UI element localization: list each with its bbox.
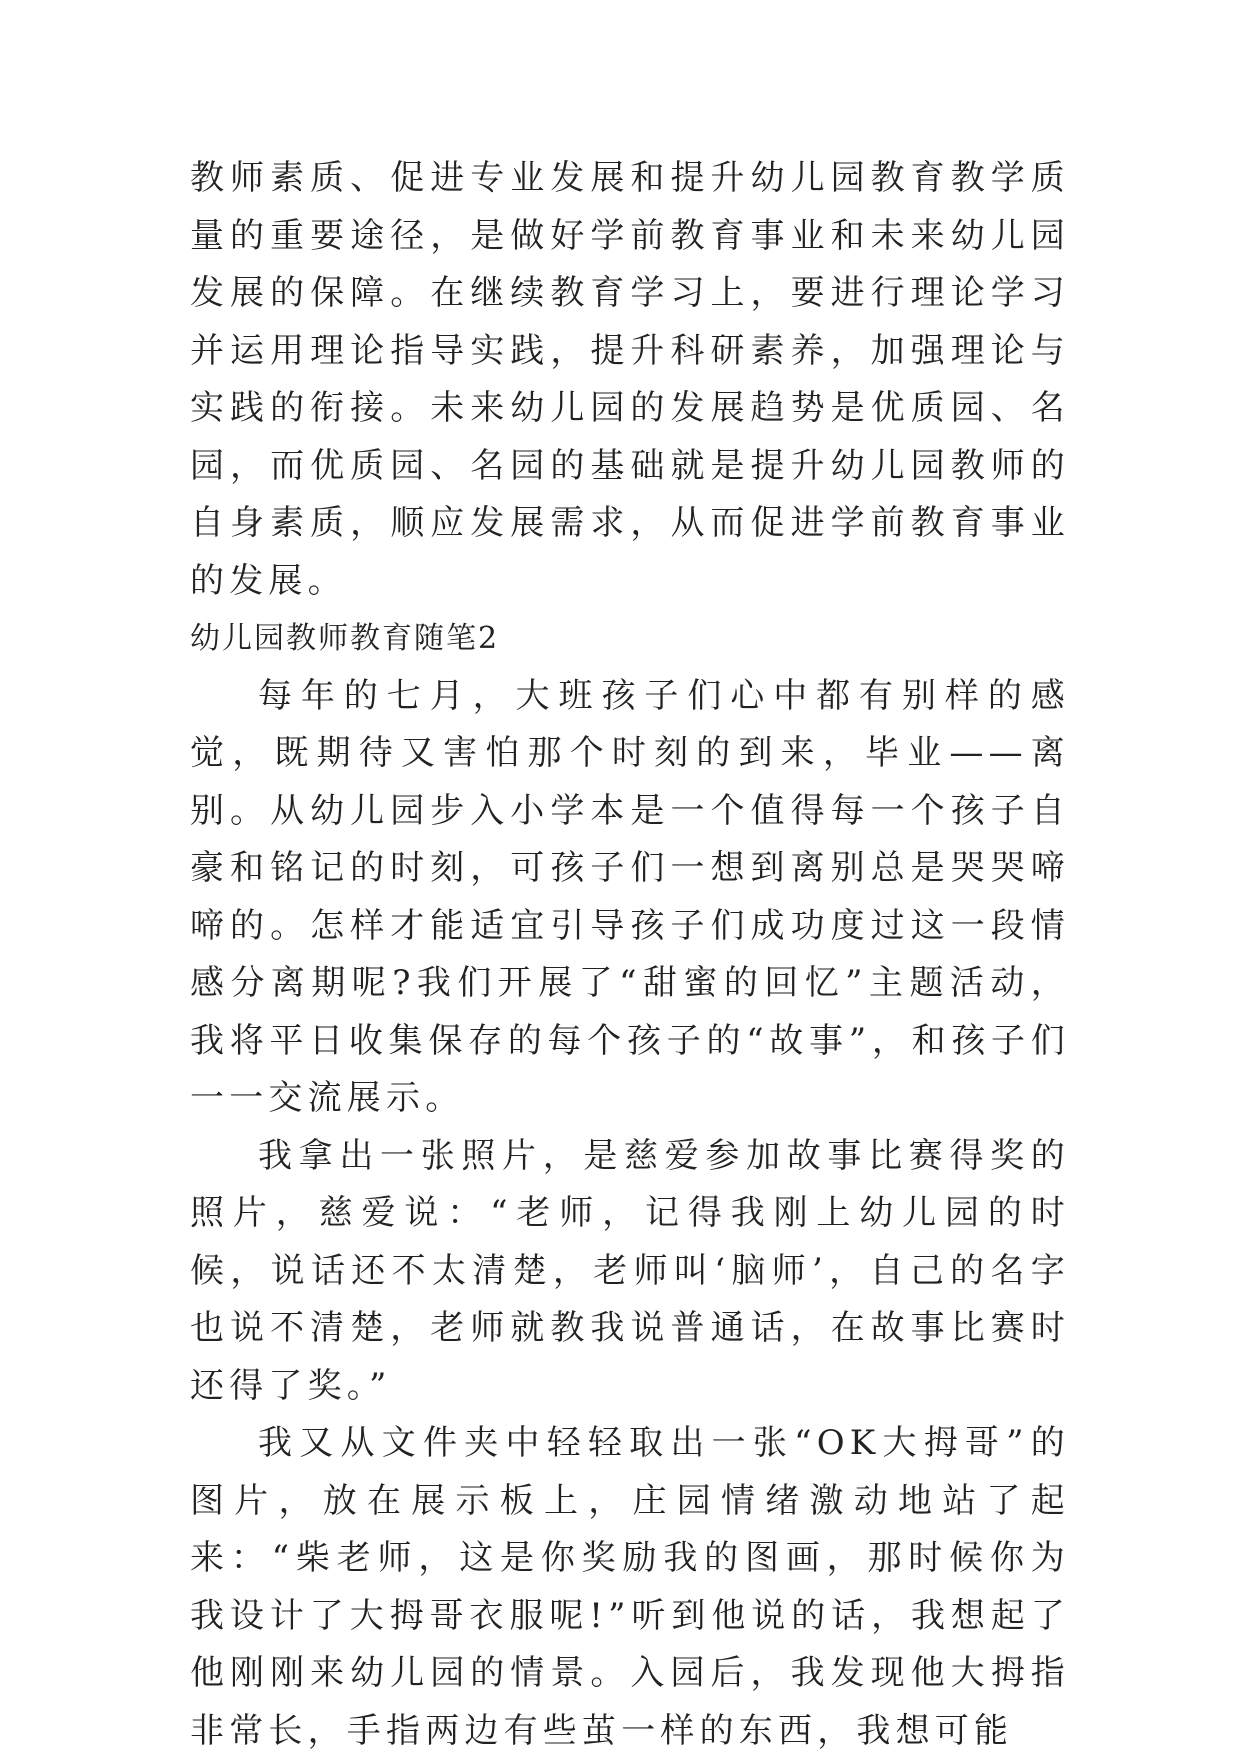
paragraph: 每年的七月，大班孩子们心中都有别样的感觉，既期待又害怕那个时刻的到来，毕业——离别。从幼儿园步入小学本是一个值得每一个孩子自豪和铭记的时刻，可孩子们一想到离别总是哭哭啼啼的。怎样才能适宜引导孩子们成功度过这一段情感分离期呢?我们开展了“甜蜜的回忆”主题活动，我将平日收集保存的每个孩子的“故事”，和孩子们一一交流展示。 — [190, 675, 1070, 1118]
paragraph: 我拿出一张照片，是慈爱参加故事比赛得奖的照片，慈爱说：“老师，记得我刚上幼儿园的时候，说话还不太清楚，老师叫‘脑师’，自己的名字也说不清楚，老师就教我说普通话，在故事比赛时还得了奖。” — [190, 1135, 1070, 1406]
paragraph: 我又从文件夹中轻轻取出一张“OK大拇哥”的图片，放在展示板上，庄园情绪激动地站了起来：“柴老师，这是你奖励我的图画，那时候你为我设计了大拇哥衣服呢!”听到他说的话，我想起了他刚刚来幼儿园的情景。入园后，我发现他大拇指非常长，手指两边有些茧一样的东西，我想可能 — [190, 1423, 1070, 1751]
paragraph-continuation: 教师素质、促进专业发展和提升幼儿园教育教学质量的重要途径，是做好学前教育事业和未来幼儿园发展的保障。在继续教育学习上，要进行理论学习并运用理论指导实践，提升科研素养，加强理论与实践的衔接。未来幼儿园的发展趋势是优质园、名园，而优质园、名园的基础就是提升幼儿园教师的自身素质，顺应发展需求，从而促进学前教育事业的发展。 — [190, 158, 1070, 601]
document-body — [190, 150, 1070, 1760]
section-heading: 幼儿园教师教育随笔2 — [190, 621, 500, 656]
